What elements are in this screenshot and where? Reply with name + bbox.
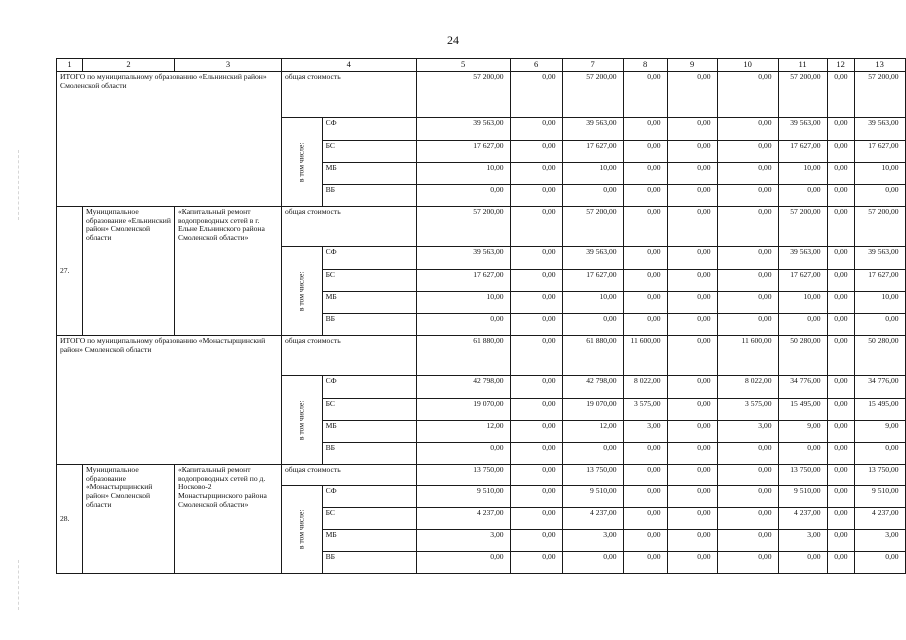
project-name: «Капитальный ремонт водопроводных сетей в г. Ельне Ельнинского района Смоленской области»	[175, 207, 282, 336]
value-cell: 9 510,00	[416, 486, 510, 508]
value-cell: 4 237,00	[854, 508, 905, 530]
value-cell: 0,00	[827, 443, 854, 465]
value-cell: 4 237,00	[416, 508, 510, 530]
value-cell: 0,00	[854, 552, 905, 574]
value-cell: 0,00	[623, 486, 667, 508]
value-cell: 4 237,00	[562, 508, 623, 530]
value-cell: 0,00	[562, 552, 623, 574]
value-cell: 3 575,00	[717, 399, 778, 421]
municipality-name: Муниципальное образование «Ельнинский район» Смоленской области	[83, 207, 175, 336]
including-label	[282, 376, 323, 465]
value-cell: 0,00	[510, 552, 562, 574]
value-cell: 0,00	[623, 185, 667, 207]
total-cost-label: общая стоимость	[282, 336, 417, 376]
value-cell: 0,00	[510, 443, 562, 465]
value-cell: 0,00	[623, 141, 667, 163]
value-cell: 42 798,00	[562, 376, 623, 399]
value-cell: 0,00	[667, 292, 717, 314]
value-cell: 0,00	[827, 118, 854, 141]
value-cell: 13 750,00	[854, 465, 905, 486]
value-cell: 17 627,00	[778, 141, 827, 163]
source-label: МБ	[322, 292, 416, 314]
value-cell: 0,00	[778, 185, 827, 207]
value-cell: 0,00	[717, 530, 778, 552]
source-label: БС	[322, 399, 416, 421]
column-header-8: 8	[623, 59, 667, 72]
value-cell: 17 627,00	[854, 270, 905, 292]
value-cell: 57 200,00	[416, 207, 510, 247]
value-cell: 0,00	[854, 185, 905, 207]
page-number: 24	[447, 33, 459, 47]
value-cell: 57 200,00	[778, 207, 827, 247]
value-cell: 3,00	[778, 530, 827, 552]
including-text: в том числе:	[296, 142, 306, 182]
value-cell: 57 200,00	[562, 207, 623, 247]
value-cell: 0,00	[827, 247, 854, 270]
value-cell: 39 563,00	[562, 118, 623, 141]
value-cell: 0,00	[667, 141, 717, 163]
value-cell: 0,00	[623, 270, 667, 292]
source-label: ВБ	[322, 443, 416, 465]
source-label: СФ	[322, 118, 416, 141]
value-cell: 0,00	[667, 163, 717, 185]
value-cell: 0,00	[827, 552, 854, 574]
municipality-name: Муниципальное образование «Монастырщинский район» Смоленской области	[83, 465, 175, 574]
value-cell: 9 510,00	[562, 486, 623, 508]
value-cell: 0,00	[667, 207, 717, 247]
value-cell: 0,00	[667, 118, 717, 141]
value-cell: 3,00	[623, 421, 667, 443]
value-cell: 0,00	[623, 163, 667, 185]
value-cell: 34 776,00	[854, 376, 905, 399]
value-cell: 0,00	[623, 314, 667, 336]
value-cell: 0,00	[717, 207, 778, 247]
project-row	[57, 207, 906, 247]
column-header-10: 10	[717, 59, 778, 72]
value-cell: 0,00	[717, 185, 778, 207]
value-cell: 0,00	[667, 399, 717, 421]
value-cell: 0,00	[510, 336, 562, 376]
value-cell: 10,00	[854, 163, 905, 185]
value-cell: 0,00	[510, 247, 562, 270]
value-cell: 8 022,00	[623, 376, 667, 399]
value-cell: 0,00	[778, 552, 827, 574]
value-cell: 0,00	[667, 421, 717, 443]
value-cell: 0,00	[717, 141, 778, 163]
source-label: ВБ	[322, 552, 416, 574]
value-cell: 0,00	[416, 185, 510, 207]
value-cell: 0,00	[827, 530, 854, 552]
value-cell: 0,00	[717, 465, 778, 486]
value-cell: 57 200,00	[778, 72, 827, 118]
value-cell: 0,00	[667, 508, 717, 530]
value-cell: 0,00	[510, 72, 562, 118]
value-cell: 0,00	[562, 185, 623, 207]
value-cell: 0,00	[416, 443, 510, 465]
value-cell: 0,00	[510, 376, 562, 399]
value-cell: 0,00	[510, 207, 562, 247]
value-cell: 0,00	[827, 292, 854, 314]
value-cell: 0,00	[717, 72, 778, 118]
value-cell: 0,00	[854, 314, 905, 336]
value-cell: 0,00	[510, 421, 562, 443]
value-cell: 0,00	[623, 292, 667, 314]
total-title: ИТОГО по муниципальному образованию «Монастырщинский район» Смоленской области	[57, 336, 282, 465]
column-header-2: 2	[83, 59, 175, 72]
including-text: в том числе:	[296, 400, 306, 440]
total-cost-label: общая стоимость	[282, 465, 417, 486]
value-cell: 57 200,00	[416, 72, 510, 118]
value-cell: 0,00	[827, 336, 854, 376]
value-cell: 0,00	[667, 465, 717, 486]
value-cell: 50 280,00	[854, 336, 905, 376]
value-cell: 3,00	[562, 530, 623, 552]
project-name: «Капитальный ремонт водопроводных сетей по д. Носково-2 Монастырщинского района Смоленской области»	[175, 465, 282, 574]
value-cell: 61 880,00	[562, 336, 623, 376]
value-cell: 15 495,00	[778, 399, 827, 421]
source-label: МБ	[322, 530, 416, 552]
value-cell: 12,00	[416, 421, 510, 443]
value-cell: 57 200,00	[854, 207, 905, 247]
value-cell: 0,00	[510, 314, 562, 336]
column-header-9: 9	[667, 59, 717, 72]
value-cell: 9,00	[778, 421, 827, 443]
value-cell: 9 510,00	[778, 486, 827, 508]
value-cell: 0,00	[416, 314, 510, 336]
source-label: ВБ	[322, 314, 416, 336]
value-cell: 0,00	[827, 399, 854, 421]
value-cell: 0,00	[510, 185, 562, 207]
value-cell: 0,00	[562, 314, 623, 336]
value-cell: 0,00	[717, 552, 778, 574]
value-cell: 3 575,00	[623, 399, 667, 421]
column-header-6: 6	[510, 59, 562, 72]
value-cell: 0,00	[623, 552, 667, 574]
value-cell: 13 750,00	[416, 465, 510, 486]
value-cell: 39 563,00	[416, 247, 510, 270]
value-cell: 17 627,00	[416, 270, 510, 292]
value-cell: 0,00	[827, 314, 854, 336]
source-label: СФ	[322, 376, 416, 399]
total-row	[57, 72, 906, 118]
value-cell: 0,00	[827, 486, 854, 508]
value-cell: 10,00	[416, 163, 510, 185]
value-cell: 0,00	[717, 118, 778, 141]
value-cell: 0,00	[510, 292, 562, 314]
value-cell: 17 627,00	[416, 141, 510, 163]
value-cell: 10,00	[778, 292, 827, 314]
value-cell: 0,00	[623, 465, 667, 486]
including-label	[282, 247, 323, 336]
value-cell: 0,00	[827, 465, 854, 486]
value-cell: 0,00	[667, 72, 717, 118]
value-cell: 17 627,00	[778, 270, 827, 292]
value-cell: 39 563,00	[416, 118, 510, 141]
value-cell: 0,00	[510, 465, 562, 486]
value-cell: 10,00	[562, 292, 623, 314]
value-cell: 0,00	[827, 421, 854, 443]
value-cell: 0,00	[667, 270, 717, 292]
source-label: ВБ	[322, 185, 416, 207]
project-row	[57, 465, 906, 486]
value-cell: 11 600,00	[717, 336, 778, 376]
value-cell: 0,00	[510, 399, 562, 421]
value-cell: 0,00	[623, 72, 667, 118]
value-cell: 0,00	[717, 163, 778, 185]
value-cell: 0,00	[623, 530, 667, 552]
value-cell: 10,00	[562, 163, 623, 185]
value-cell: 0,00	[827, 207, 854, 247]
margin-fold-mark	[18, 560, 19, 610]
value-cell: 39 563,00	[778, 118, 827, 141]
source-label: БС	[322, 141, 416, 163]
value-cell: 39 563,00	[562, 247, 623, 270]
source-label: МБ	[322, 163, 416, 185]
value-cell: 17 627,00	[562, 270, 623, 292]
source-label: БС	[322, 270, 416, 292]
column-header-11: 11	[778, 59, 827, 72]
value-cell: 0,00	[827, 185, 854, 207]
column-header-1: 1	[57, 59, 83, 72]
value-cell: 3,00	[717, 421, 778, 443]
funding-table	[56, 58, 906, 574]
value-cell: 0,00	[510, 270, 562, 292]
value-cell: 0,00	[510, 508, 562, 530]
column-header-3: 3	[175, 59, 282, 72]
value-cell: 17 627,00	[854, 141, 905, 163]
value-cell: 0,00	[778, 314, 827, 336]
value-cell: 12,00	[562, 421, 623, 443]
value-cell: 11 600,00	[623, 336, 667, 376]
value-cell: 15 495,00	[854, 399, 905, 421]
value-cell: 0,00	[717, 508, 778, 530]
value-cell: 0,00	[623, 508, 667, 530]
value-cell: 0,00	[717, 292, 778, 314]
value-cell: 0,00	[510, 530, 562, 552]
value-cell: 42 798,00	[416, 376, 510, 399]
value-cell: 0,00	[667, 443, 717, 465]
value-cell: 0,00	[778, 443, 827, 465]
value-cell: 39 563,00	[854, 118, 905, 141]
value-cell: 0,00	[827, 163, 854, 185]
value-cell: 0,00	[717, 486, 778, 508]
source-label: СФ	[322, 486, 416, 508]
column-header-4: 4	[282, 59, 417, 72]
value-cell: 0,00	[667, 486, 717, 508]
value-cell: 0,00	[827, 270, 854, 292]
value-cell: 0,00	[717, 314, 778, 336]
value-cell: 8 022,00	[717, 376, 778, 399]
value-cell: 13 750,00	[778, 465, 827, 486]
value-cell: 10,00	[778, 163, 827, 185]
value-cell: 0,00	[623, 443, 667, 465]
value-cell: 0,00	[827, 376, 854, 399]
value-cell: 0,00	[623, 247, 667, 270]
value-cell: 9 510,00	[854, 486, 905, 508]
column-header-13: 13	[854, 59, 905, 72]
value-cell: 57 200,00	[854, 72, 905, 118]
value-cell: 0,00	[416, 552, 510, 574]
value-cell: 39 563,00	[778, 247, 827, 270]
value-cell: 0,00	[667, 336, 717, 376]
including-label	[282, 118, 323, 207]
value-cell: 39 563,00	[854, 247, 905, 270]
value-cell: 10,00	[854, 292, 905, 314]
including-text: в том числе:	[296, 271, 306, 311]
total-cost-label: общая стоимость	[282, 207, 417, 247]
value-cell: 9,00	[854, 421, 905, 443]
value-cell: 0,00	[667, 314, 717, 336]
value-cell: 0,00	[667, 552, 717, 574]
including-label	[282, 486, 323, 574]
source-label: МБ	[322, 421, 416, 443]
value-cell: 0,00	[717, 443, 778, 465]
value-cell: 0,00	[827, 508, 854, 530]
value-cell: 61 880,00	[416, 336, 510, 376]
value-cell: 57 200,00	[562, 72, 623, 118]
total-title: ИТОГО по муниципальному образованию «Ельнинский район» Смоленской области	[57, 72, 282, 207]
value-cell: 0,00	[623, 207, 667, 247]
value-cell: 0,00	[510, 163, 562, 185]
value-cell: 50 280,00	[778, 336, 827, 376]
row-number: 27.	[57, 207, 83, 336]
value-cell: 0,00	[510, 118, 562, 141]
value-cell: 10,00	[416, 292, 510, 314]
value-cell: 0,00	[667, 185, 717, 207]
value-cell: 0,00	[667, 376, 717, 399]
value-cell: 0,00	[717, 247, 778, 270]
including-text: в том числе:	[296, 509, 306, 550]
total-cost-label: общая стоимость	[282, 72, 417, 118]
column-header-7: 7	[562, 59, 623, 72]
total-row	[57, 336, 906, 376]
margin-fold-mark	[18, 150, 19, 220]
value-cell: 19 070,00	[562, 399, 623, 421]
value-cell: 0,00	[623, 118, 667, 141]
header-row	[57, 59, 906, 72]
row-number: 28.	[57, 465, 83, 574]
value-cell: 0,00	[510, 486, 562, 508]
value-cell: 0,00	[717, 270, 778, 292]
value-cell: 0,00	[827, 72, 854, 118]
value-cell: 0,00	[667, 247, 717, 270]
value-cell: 0,00	[510, 141, 562, 163]
value-cell: 13 750,00	[562, 465, 623, 486]
value-cell: 3,00	[854, 530, 905, 552]
value-cell: 0,00	[854, 443, 905, 465]
value-cell: 0,00	[827, 141, 854, 163]
value-cell: 3,00	[416, 530, 510, 552]
column-header-5: 5	[416, 59, 510, 72]
value-cell: 34 776,00	[778, 376, 827, 399]
value-cell: 0,00	[562, 443, 623, 465]
source-label: СФ	[322, 247, 416, 270]
value-cell: 0,00	[667, 530, 717, 552]
value-cell: 19 070,00	[416, 399, 510, 421]
value-cell: 4 237,00	[778, 508, 827, 530]
value-cell: 17 627,00	[562, 141, 623, 163]
column-header-12: 12	[827, 59, 854, 72]
source-label: БС	[322, 508, 416, 530]
